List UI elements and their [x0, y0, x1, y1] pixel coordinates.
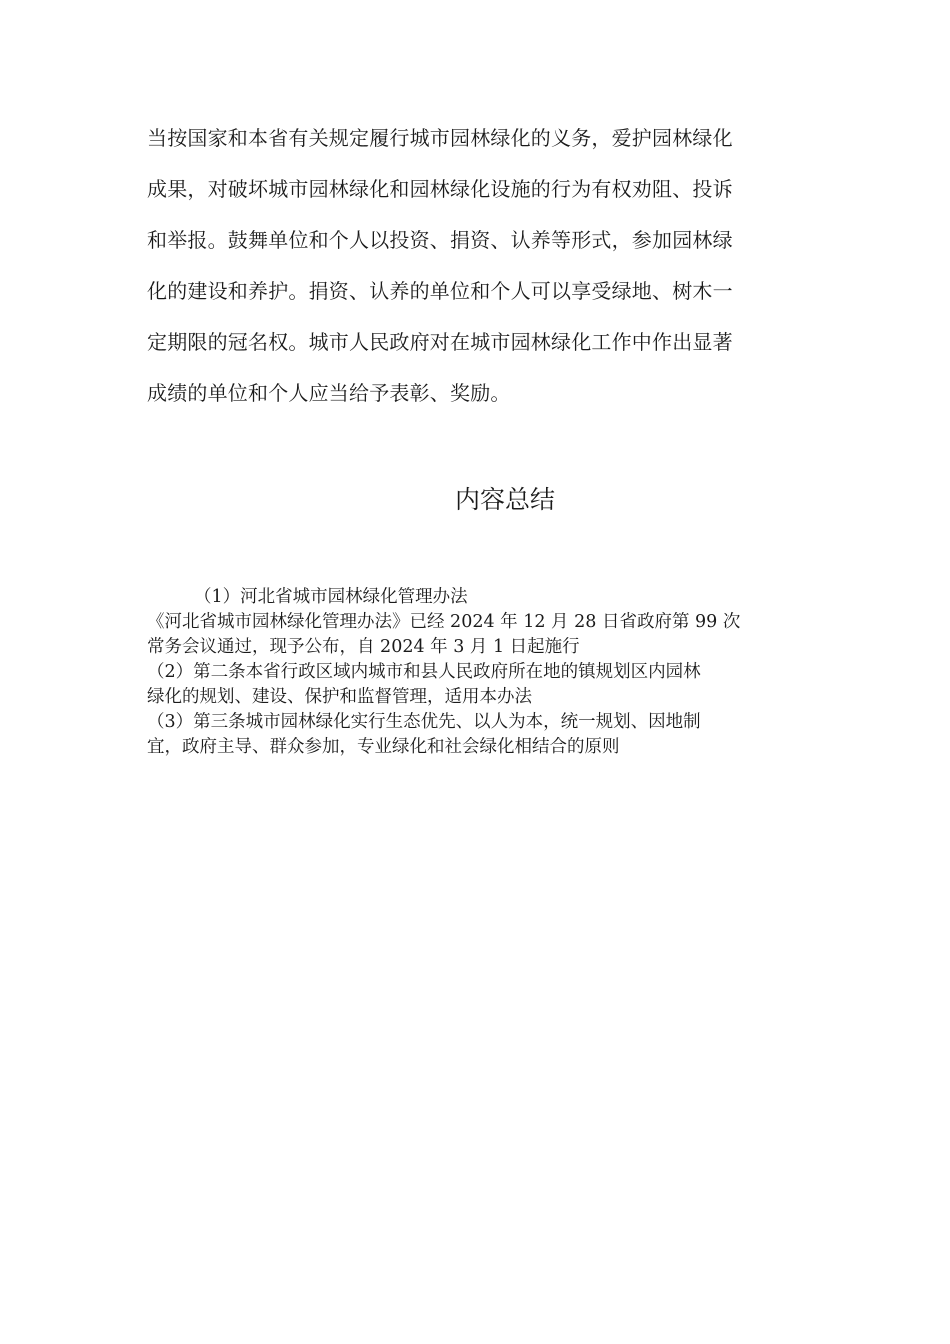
section-title: 内容总结 [454, 485, 555, 514]
summary-line: 宜，政府主导、群众参加，专业绿化和社会绿化相结合的原则 [147, 737, 620, 757]
summary-line: （3）第三条城市园林绿化实行生态优先、以人为本，统一规划、因地制 [147, 712, 701, 732]
summary-block [147, 585, 807, 760]
body-line: 化的建设和养护。捐资、认养的单位和个人可以享受绿地、树木一 [147, 279, 733, 303]
summary-line: （2）第二条本省行政区域内城市和县人民政府所在地的镇规划区内园林 [147, 662, 701, 682]
body-line: 定期限的冠名权。城市人民政府对在城市园林绿化工作中作出显著 [147, 330, 733, 354]
summary-line: （1）河北省城市园林绿化管理办法 [194, 587, 468, 607]
summary-line: 绿化的规划、建设、保护和监督管理，适用本办法 [147, 687, 532, 707]
body-paragraph [147, 118, 802, 424]
body-line: 当按国家和本省有关规定履行城市园林绿化的义务，爱护园林绿化 [147, 126, 733, 150]
body-line: 成果，对破坏城市园林绿化和园林绿化设施的行为有权劝阻、投诉 [147, 177, 733, 201]
summary-line: 《河北省城市园林绿化管理办法》已经 2024 年 12 月 28 日省政府第 99 次 [147, 612, 741, 632]
body-line: 成绩的单位和个人应当给予表彰、奖励。 [147, 381, 511, 405]
body-line: 和举报。鼓舞单位和个人以投资、捐资、认养等形式，参加园林绿 [147, 228, 733, 252]
summary-line: 常务会议通过，现予公布，自 2024 年 3 月 1 日起施行 [147, 637, 580, 657]
